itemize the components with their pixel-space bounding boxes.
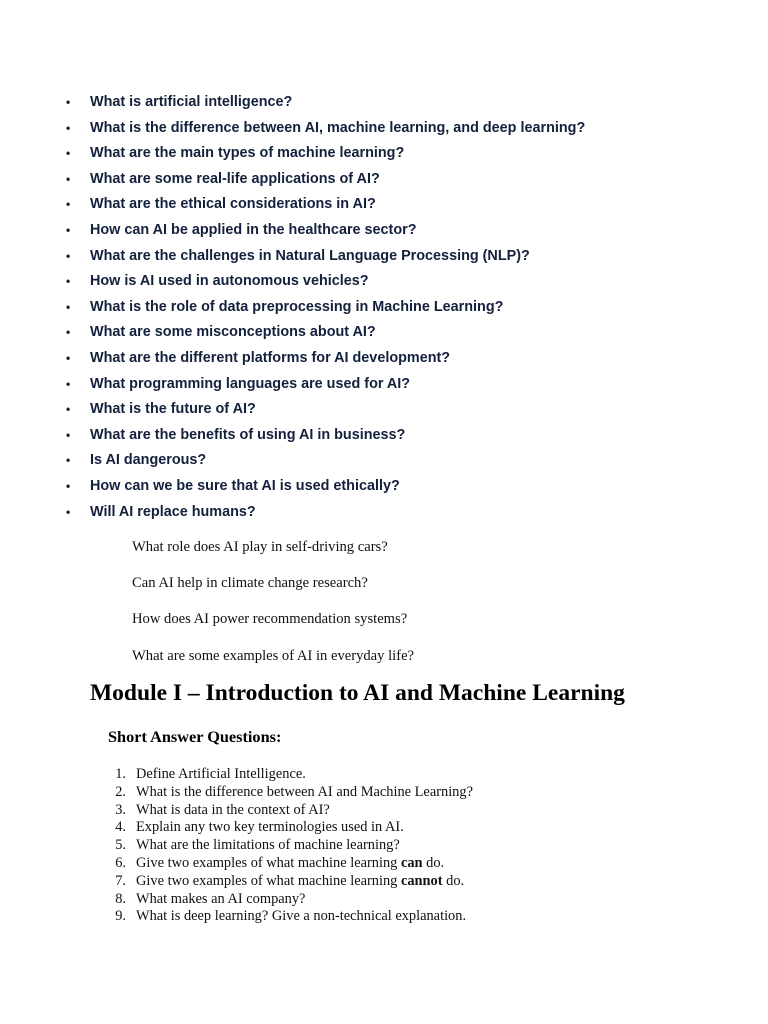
bullet-dot-icon: • <box>66 453 71 468</box>
bullet-dot-icon: • <box>66 325 71 340</box>
bullet-dot-icon: • <box>66 171 71 186</box>
faq-question: How can we be sure that AI is used ethically? <box>90 477 400 494</box>
bullet-dot-icon: • <box>66 146 71 161</box>
extra-question: How does AI power recommendation systems? <box>132 611 408 628</box>
extra-questions <box>132 536 414 681</box>
bullet-dot-icon: • <box>66 222 71 237</box>
faq-question: What is the difference between AI, machine learning, and deep learning? <box>90 119 586 136</box>
faq-question: What is the role of data preprocessing in Machine Learning? <box>90 298 504 315</box>
faq-question: What are the challenges in Natural Language Processing (NLP)? <box>90 247 530 264</box>
extra-question: Can AI help in climate change research? <box>132 575 368 592</box>
bullet-dot-icon: • <box>66 120 71 135</box>
faq-question: What are some real-life applications of AI? <box>90 170 380 187</box>
bullet-dot-icon: • <box>66 248 71 263</box>
item-number: 7. <box>115 872 126 889</box>
faq-question: What is artificial intelligence? <box>90 94 293 110</box>
faq-question: What is the future of AI? <box>90 401 256 418</box>
item-text: What is deep learning? Give a non-technical explanation. <box>136 908 467 925</box>
bullet-dot-icon: • <box>66 376 71 391</box>
item-number: 3. <box>115 801 126 818</box>
bullet-dot-icon: • <box>66 274 71 289</box>
short-answer-heading: Short Answer Questions: <box>108 727 282 746</box>
item-number: 1. <box>115 766 126 782</box>
item-number: 4. <box>115 819 126 836</box>
item-text: What are the limitations of machine learning? <box>136 837 400 854</box>
item-text: What makes an AI company? <box>136 890 306 907</box>
item-number: 8. <box>115 890 126 907</box>
faq-question: Will AI replace humans? <box>90 503 256 520</box>
faq-question: What are the ethical considerations in AI? <box>90 196 376 213</box>
bullet-dot-icon: • <box>66 299 71 314</box>
faq-question: What are the different platforms for AI development? <box>90 349 451 366</box>
bullet-dot-icon: • <box>66 478 71 493</box>
faq-question: How can AI be applied in the healthcare sector? <box>90 221 417 238</box>
item-text: What is data in the context of AI? <box>136 801 330 818</box>
faq-question: What are some misconceptions about AI? <box>90 324 376 341</box>
extra-question: What are some examples of AI in everyday life? <box>132 647 415 664</box>
bullet-dot-icon: • <box>66 95 71 109</box>
item-number: 9. <box>115 908 126 925</box>
bullet-dot-icon: • <box>66 402 71 417</box>
item-text: Give two examples of what machine learning can do. <box>136 854 445 871</box>
extra-question: What role does AI play in self-driving cars? <box>132 539 388 555</box>
item-number: 6. <box>115 854 126 871</box>
bullet-dot-icon: • <box>66 504 71 519</box>
faq-question: Is AI dangerous? <box>90 452 207 469</box>
item-text: Give two examples of what machine learning cannot do. <box>136 872 465 889</box>
faq-question: How is AI used in autonomous vehicles? <box>90 273 369 290</box>
bullet-dot-icon: • <box>66 197 71 212</box>
item-number: 2. <box>115 783 126 800</box>
faq-question: What are the main types of machine learning? <box>90 145 405 162</box>
item-text: Define Artificial Intelligence. <box>136 766 306 782</box>
item-text: Explain any two key terminologies used in AI. <box>136 819 404 836</box>
item-number: 5. <box>115 837 126 854</box>
faq-question: What are the benefits of using AI in business? <box>90 426 406 443</box>
module-heading: Module I – Introduction to AI and Machine Learning <box>90 680 625 706</box>
bullet-dot-icon: • <box>66 427 71 442</box>
bullet-dot-icon: • <box>66 350 71 365</box>
faq-question: What programming languages are used for AI? <box>90 375 411 392</box>
item-text: What is the difference between AI and Machine Learning? <box>136 783 473 800</box>
